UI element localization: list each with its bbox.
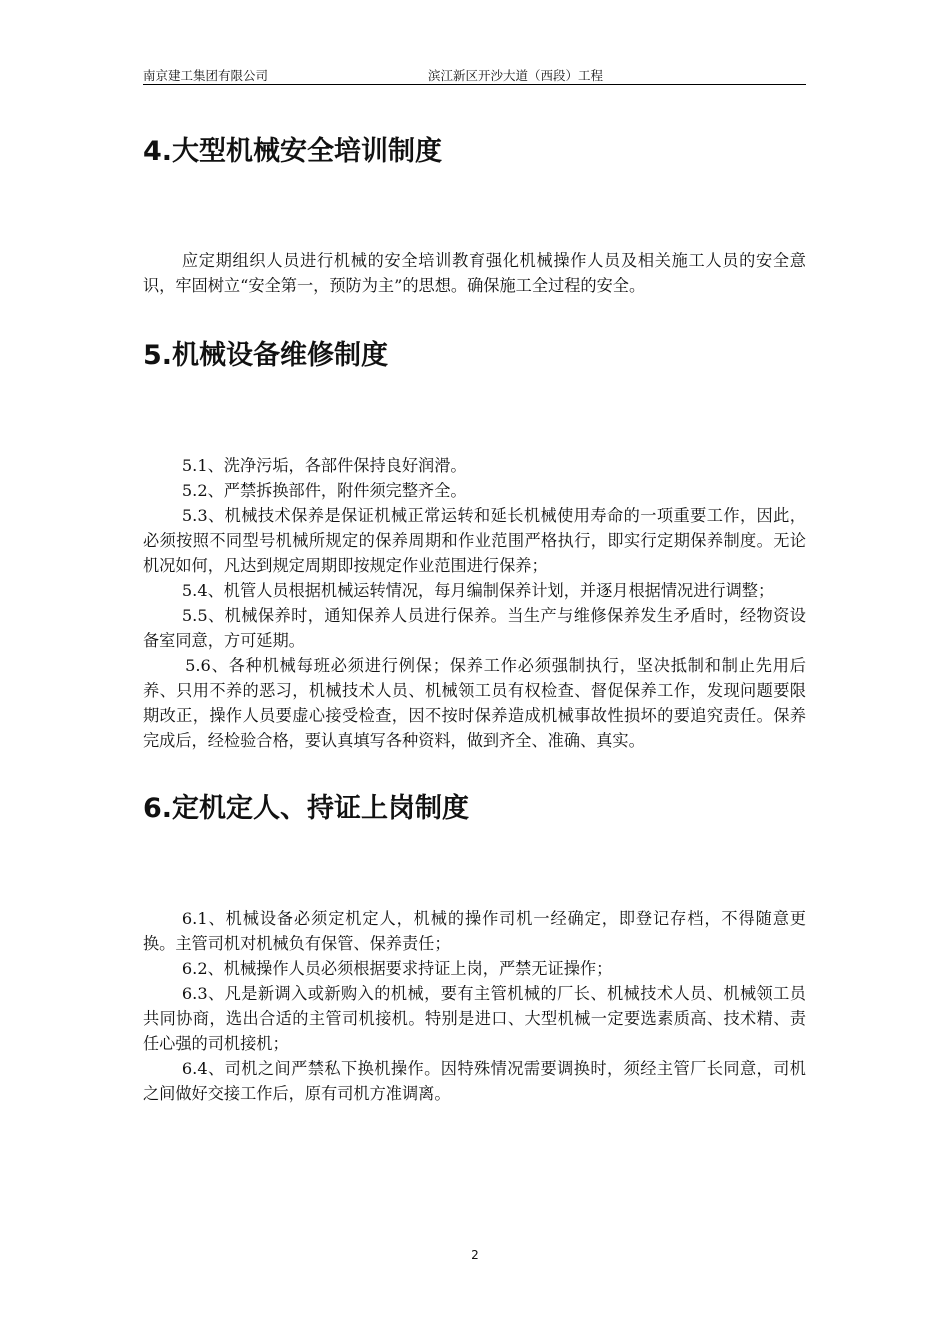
section-heading-6: 6.定机定人、持证上岗制度 — [143, 793, 470, 824]
section-heading-4: 4.大型机械安全培训制度 — [143, 136, 443, 167]
section-6-item-3: 6.3、凡是新调入或新购入的机械，要有主管机械的厂长、机械技术人员、机械领工员共同协商，选出合适的主管司机接机。特别是进口、大型机械一定要选素质高、技术精、责任心强的司机接机； — [143, 984, 806, 1053]
section-5-item-3: 5.3、机械技术保养是保证机械正常运转和延长机械使用寿命的一项重要工作，因此，必须按照不同型号机械所规定的保养周期和作业范围严格执行，即实行定期保养制度。无论机况如何，凡达到规定周期即按规定作业范围进行保养； — [143, 506, 806, 575]
section-heading-5: 5.机械设备维修制度 — [143, 340, 389, 371]
section-5-item-6: 5.6、各种机械每班必须进行例保；保养工作必须强制执行，坚决抵制和制止先用后养、只用不养的恶习，机械技术人员、机械领工员有权检查、督促保养工作，发现问题要限期改正，操作人员要虚心接受检查，因不按时保养造成机械事故性损坏的要追究责任。保养完成后，经检验合格，要认真填写各种资料，做到齐全、准确、真实。 — [143, 656, 806, 750]
section-6-item-4: 6.4、司机之间严禁私下换机操作。因特殊情况需要调换时，须经主管厂长同意，司机之间做好交接工作后，原有司机方准调离。 — [143, 1059, 806, 1103]
page-number: 2 — [471, 1248, 479, 1262]
section-5-item-5: 5.5、机械保养时，通知保养人员进行保养。当生产与维修保养发生矛盾时，经物资设备室同意，方可延期。 — [143, 606, 806, 650]
section-5-item-4: 5.4、机管人员根据机械运转情况，每月编制保养计划，并逐月根据情况进行调整； — [181, 581, 775, 600]
document-body — [143, 132, 806, 1106]
section-6-item-2: 6.2、机械操作人员必须根据要求持证上岗，严禁无证操作； — [181, 959, 613, 978]
header-company: 南京建工集团有限公司 — [143, 68, 269, 83]
section-5-item-2: 5.2、严禁拆换部件，附件须完整齐全。 — [181, 481, 467, 500]
section-5-item-1: 5.1、洗净污垢，各部件保持良好润滑。 — [181, 456, 467, 475]
header-project: 滨江新区开沙大道（西段）工程 — [428, 68, 604, 83]
section-6-item-1: 6.1、机械设备必须定机定人，机械的操作司机一经确定，即登记存档，不得随意更换。主管司机对机械负有保管、保养责任； — [143, 909, 806, 953]
page-header — [143, 62, 806, 85]
section-4-paragraph: 应定期组织人员进行机械的安全培训教育强化机械操作人员及相关施工人员的安全意识，牢固树立“安全第一，预防为主”的思想。确保施工全过程的安全。 — [143, 251, 806, 295]
